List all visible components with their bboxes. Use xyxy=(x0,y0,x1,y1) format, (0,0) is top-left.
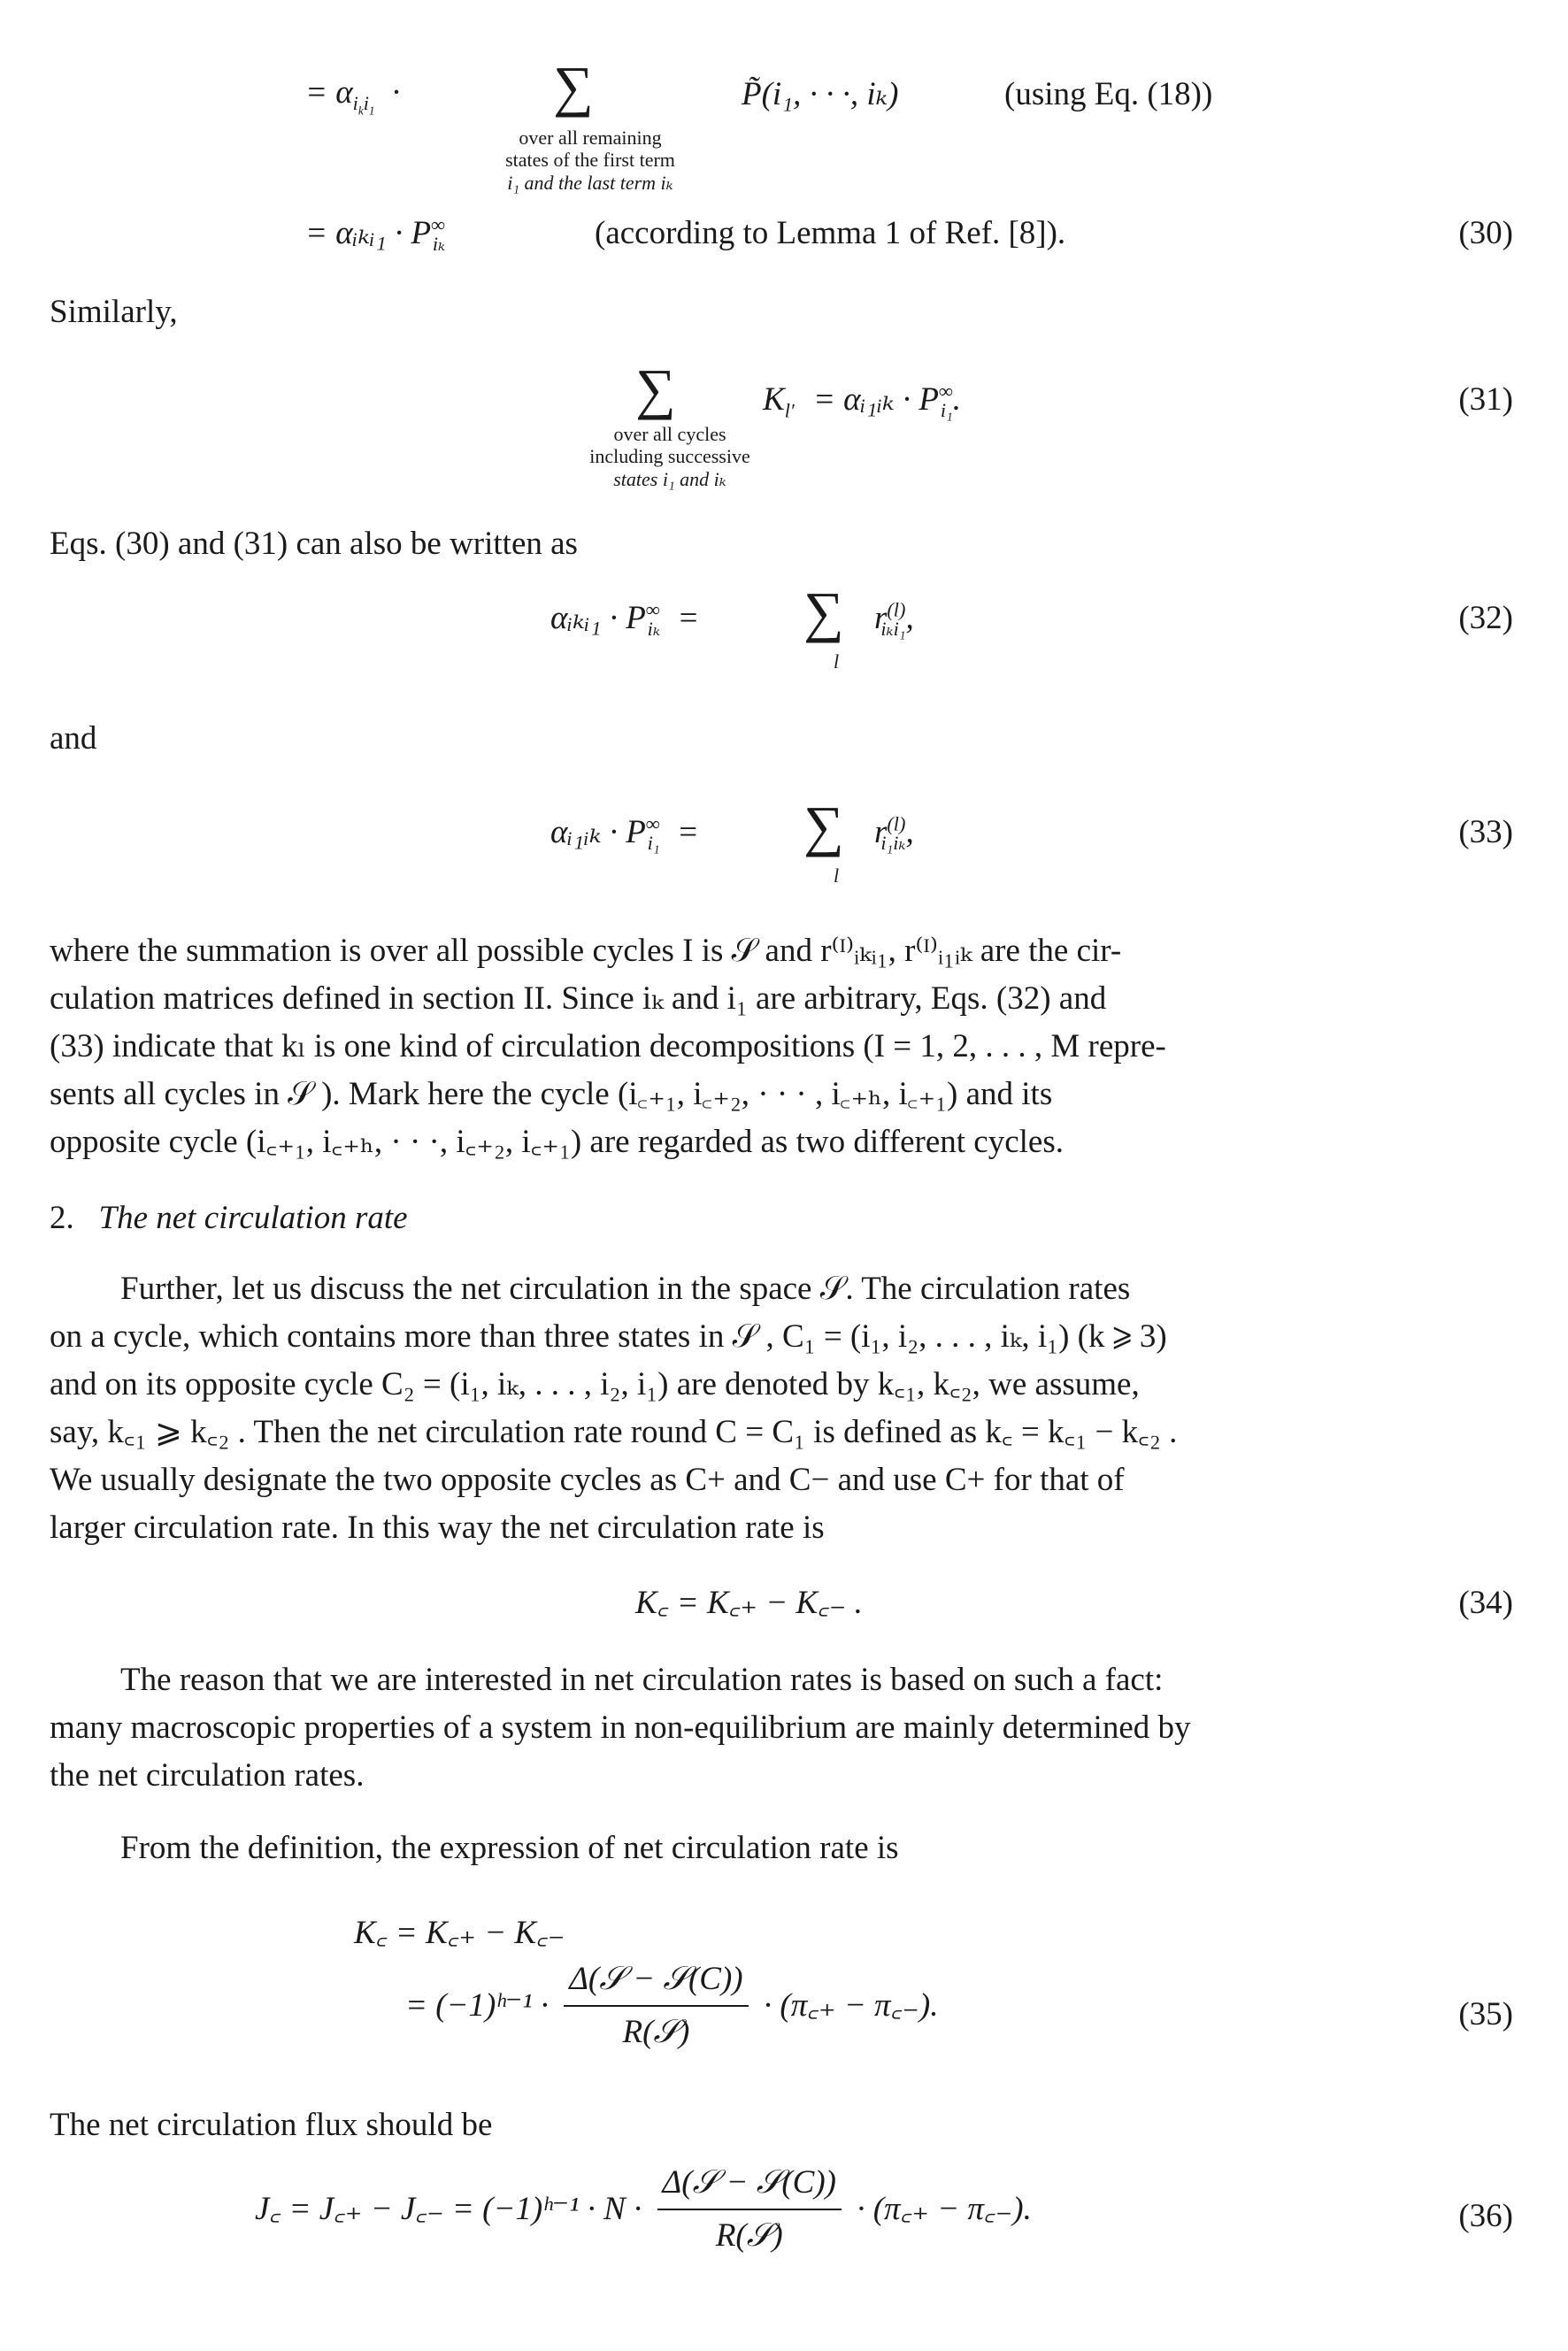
para1-line4: sents all cycles in 𝒮 ). Mark here the cycle (i꜀₊₁, i꜀₊₂, · · · , i꜀₊ₕ, i꜀₊₁) and its xyxy=(50,1076,1053,1112)
eq33-sum-index: l xyxy=(833,864,840,887)
eq33-lhs: αᵢ₁ᵢₖ · $P^\infty_{i_1}$ = xyxy=(550,812,699,855)
eq30-number: (30) xyxy=(1458,215,1513,251)
para2-line6: larger circulation rate. In this way the net circulation rate is xyxy=(50,1510,825,1546)
eq36-fraction: $\frac{\text{Δ(𝒮 − 𝒮(C))}}{\text{R(𝒮)}}$ xyxy=(657,2159,842,2259)
eq32-number: (32) xyxy=(1458,600,1513,636)
para1-line1: where the summation is over all possible cycles I is 𝒮 and r⁽ᴵ⁾ᵢₖᵢ₁, r⁽ᴵ⁾ᵢ₁ᵢₖ are the cir- xyxy=(50,933,1122,969)
eq33-number: (33) xyxy=(1458,814,1513,850)
and-text: and xyxy=(50,720,97,757)
eq30-sum-caption: over all remaining states of the first term i₁ and the last term iₖ xyxy=(505,127,675,194)
section-heading: 2. The net circulation rate xyxy=(50,1200,408,1236)
eq30-sum-sign: ∑ xyxy=(553,55,594,118)
similarly-text: Similarly, xyxy=(50,294,178,330)
eqs-text: Eqs. (30) and (31) can also be written as xyxy=(50,526,578,562)
para3-line1: The reason that we are interested in net circulation rates is based on such a fact: xyxy=(120,1662,1164,1698)
para1-line5: opposite cycle (i꜀₊₁, i꜀₊ₕ, · · ·, i꜀₊₂, i꜀₊₁) are regarded as two different cycles. xyxy=(50,1124,1064,1160)
eq35-fraction: $\frac{\text{Δ(𝒮 − 𝒮(C))}}{\text{R(𝒮)}}$ xyxy=(564,1955,748,2055)
eq33-rhs: $r^{(l)}_{i_1i_k}$, xyxy=(874,812,914,855)
eq31-sum-sign: ∑ xyxy=(635,357,676,420)
eq30-note: (using Eq. (18)) xyxy=(1004,76,1213,112)
eq30-note2: (according to Lemma 1 of Ref. [8]). xyxy=(595,215,1066,251)
eq32-sum-index: l xyxy=(833,650,840,672)
para2-line1: Further, let us discuss the net circulation in the space 𝒮. The circulation rates xyxy=(120,1271,1131,1307)
para3-line2: many macroscopic properties of a system in non-equilibrium are mainly determined by xyxy=(50,1709,1191,1746)
eq32-sum-sign: ∑ xyxy=(803,580,844,643)
eq31-body: $K_{l'}$ = αᵢ₁ᵢₖ · $P^\infty_{i_1}$. xyxy=(763,380,961,422)
para1-line2: culation matrices defined in section II. Since iₖ and i₁ are arbitrary, Eqs. (32) and xyxy=(50,980,1107,1017)
para2-line3: and on its opposite cycle C₂ = (i₁, iₖ, . . . , i₂, i₁) are denoted by k꜀₁, k꜀₂, we assume, xyxy=(50,1366,1140,1402)
eq34-number: (34) xyxy=(1458,1585,1513,1621)
para5: The net circulation flux should be xyxy=(50,2107,493,2143)
eq35-line1: K꜀ = K꜀₊ − K꜀₋ xyxy=(354,1915,565,1951)
eq30-line2: = αᵢₖᵢ₁ · $P^\infty_{i_k}$ xyxy=(305,213,446,256)
eq32-lhs: αᵢₖᵢ₁ · $P^\infty_{i_k}$ = xyxy=(550,598,700,641)
eq35-line2: = (−1)ʰ⁻¹ · $\frac{\text{Δ(𝒮 − 𝒮(C))}}{\text{R(𝒮)}}$ · (π꜀₊ − π꜀₋). xyxy=(405,1955,939,2055)
para4: From the definition, the expression of net circulation rate is xyxy=(120,1830,899,1866)
para2-line5: We usually designate the two opposite cycles as C+ and C− and use C+ for that of xyxy=(50,1462,1125,1498)
eq31-number: (31) xyxy=(1458,381,1513,418)
eq34: K꜀ = K꜀₊ − K꜀₋ . xyxy=(635,1585,863,1621)
para1-line3: (33) indicate that kₗ is one kind of circulation decompositions (I = 1, 2, . . . , M repre- xyxy=(50,1028,1166,1064)
eq36-number: (36) xyxy=(1458,2198,1513,2234)
eq35-number: (35) xyxy=(1458,1996,1513,2032)
para2-line2: on a cycle, which contains more than three states in 𝒮 , C₁ = (i₁, i₂, . . . , iₖ, i₁) (k ⩾ 3) xyxy=(50,1318,1167,1355)
eq32-rhs: $r^{(l)}_{i_ki_1}$, xyxy=(874,598,914,641)
para2-line4: say, k꜀₁ ⩾ k꜀₂ . Then the net circulation rate round C = C₁ is defined as k꜀ = k꜀₁ − k꜀₂ . xyxy=(50,1414,1178,1450)
eq33-sum-sign: ∑ xyxy=(803,795,844,857)
eq36: J꜀ = J꜀₊ − J꜀₋ = (−1)ʰ⁻¹ · N · $\frac{\text{Δ(𝒮 − 𝒮(C))}}{\text{R(𝒮)}}$ · (π꜀₊ − π꜀₋). xyxy=(255,2159,1032,2259)
eq30-line1: = $\alpha_{i_ki_1}$ · xyxy=(305,74,401,118)
para3-line3: the net circulation rates. xyxy=(50,1757,365,1794)
eq30-term: P̃(i₁, · · ·, iₖ) xyxy=(742,76,899,112)
eq31-sum-caption: over all cycles including successive states i₁ and iₖ xyxy=(589,423,750,490)
